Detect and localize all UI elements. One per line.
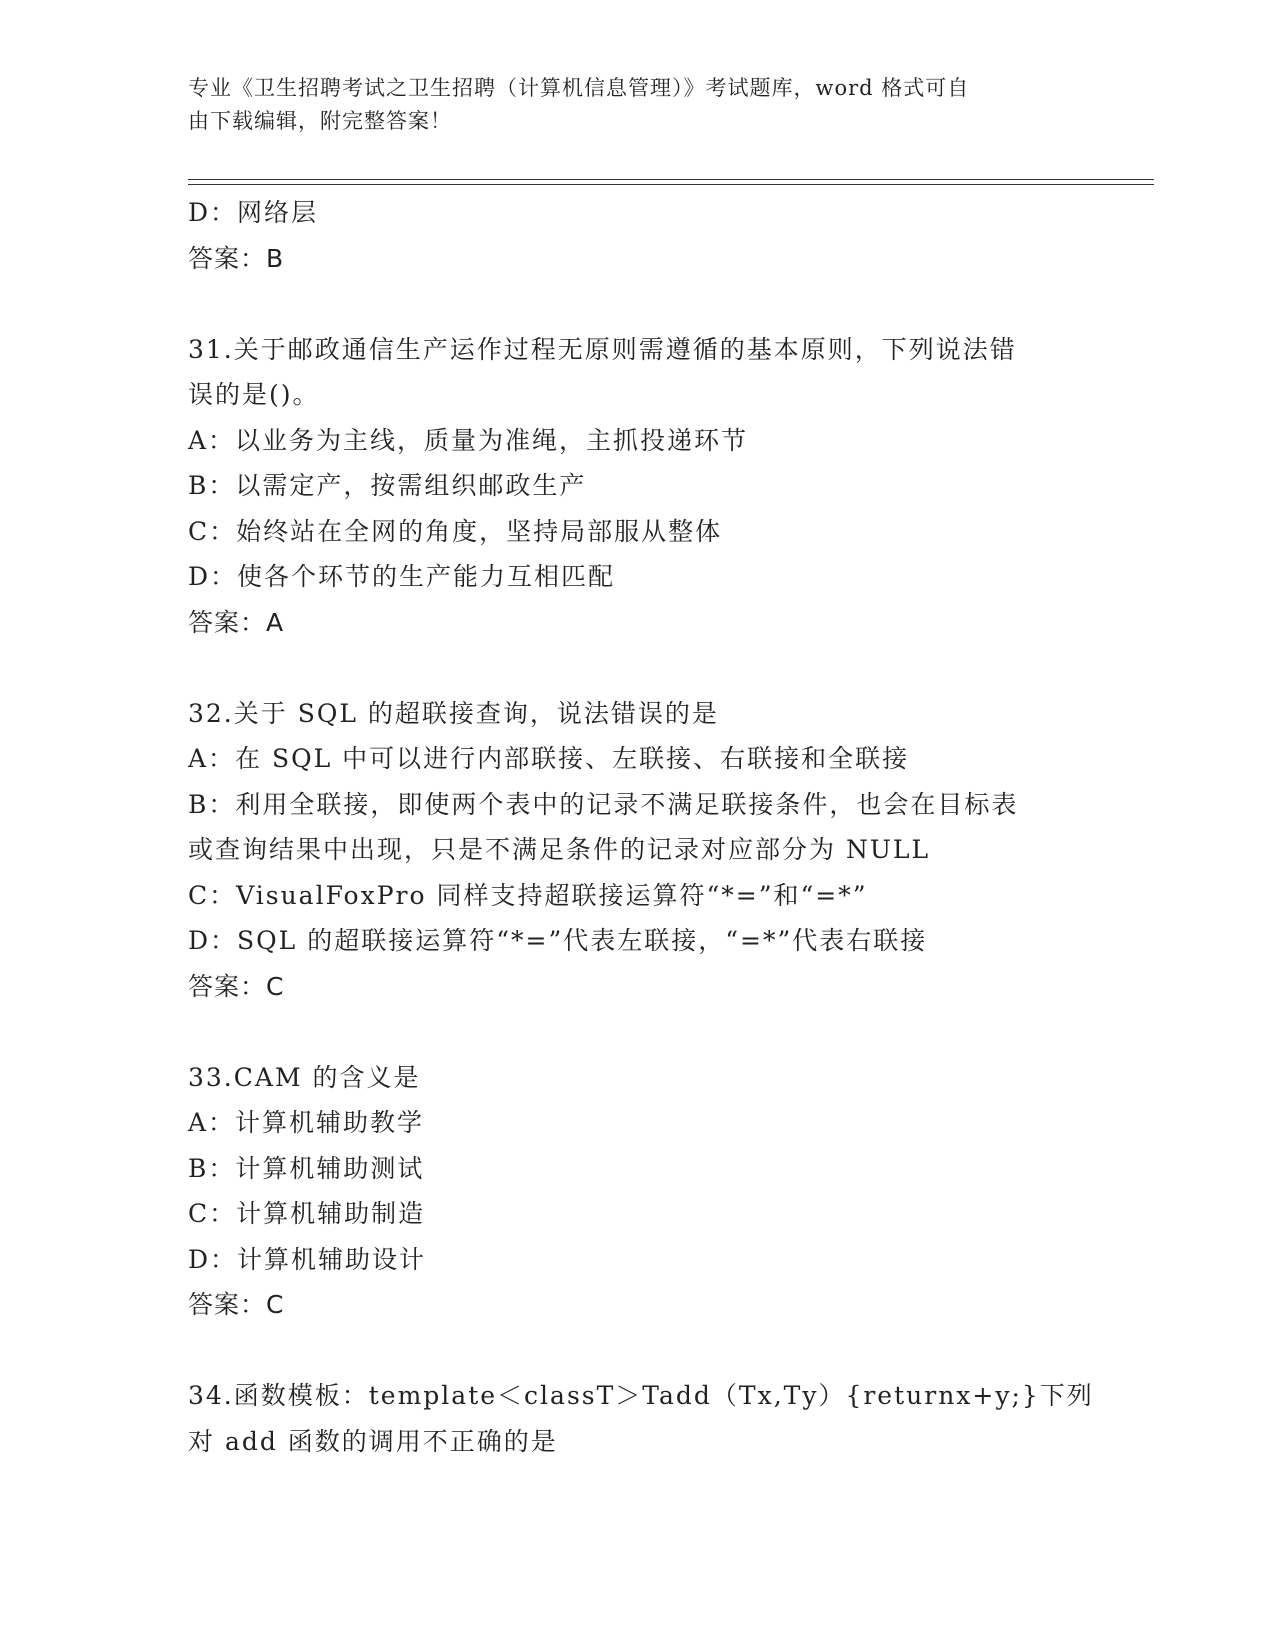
option-b: B：以需定产，按需组织邮政生产 [188,471,587,500]
option-a: A：以业务为主线，质量为准绳，主抓投递环节 [188,425,749,455]
option-a: A：在 SQL 中可以进行内部联接、左联接、右联接和全联接 [188,744,910,773]
header-line-1: 专业《卫生招聘考试之卫生招聘（计算机信息管理）》考试题库，word 格式可自 [188,76,970,100]
option-b: B：利用全联接，即使两个表中的记录不满足联接条件，也会在目标表 [188,789,1019,819]
spacer [188,1009,1088,1055]
answer: 答案：C [188,971,285,1001]
question-stem: 32.关于 SQL 的超联接查询，说法错误的是 [188,698,719,728]
header-divider-bottom [188,184,1154,185]
prev-answer: 答案：B [188,243,285,273]
option-b-cont: 或查询结果中出现，只是不满足条件的记录对应部分为 NULL [188,835,931,864]
header-line-2: 由下载编辑，附完整答案！ [188,109,452,133]
option-d: D：计算机辅助设计 [188,1244,427,1274]
question-stem: 31.关于邮政通信生产运作过程无原则需遵循的基本原则，下列说法错 [188,334,1017,364]
question-stem: 34.函数模板：template＜classT＞Tadd（Tx,Ty）{returnx+y;}下列 [188,1381,1094,1410]
header-divider-top [188,179,1154,180]
page-header [188,72,1068,138]
prev-option-d: D：网络层 [188,198,319,227]
answer: 答案：C [188,1290,285,1319]
question-body [188,190,1094,1464]
question-33 [188,1055,1088,1328]
answer: 答案：A [188,607,285,637]
option-c: C：始终站在全网的角度，坚持局部服从整体 [188,516,723,546]
spacer [188,1328,1088,1374]
question-stem: 33.CAM 的含义是 [188,1062,421,1092]
question-31 [188,327,1088,646]
option-c: C：VisualFoxPro 同样支持超联接运算符“*=”和“=*” [188,880,868,910]
spacer [188,281,1088,327]
option-c: C：计算机辅助制造 [188,1199,426,1228]
option-d: D：SQL 的超联接运算符“*=”代表左联接，“=*”代表右联接 [188,926,928,955]
question-stem-cont: 对 add 函数的调用不正确的是 [188,1426,558,1456]
option-a: A：计算机辅助教学 [188,1108,425,1137]
question-stem-cont: 误的是()。 [188,380,320,409]
spacer [188,645,1088,691]
option-b: B：计算机辅助测试 [188,1153,425,1183]
question-32 [188,691,1088,1010]
question-34 [188,1373,1094,1464]
option-d: D：使各个环节的生产能力互相匹配 [188,562,616,591]
